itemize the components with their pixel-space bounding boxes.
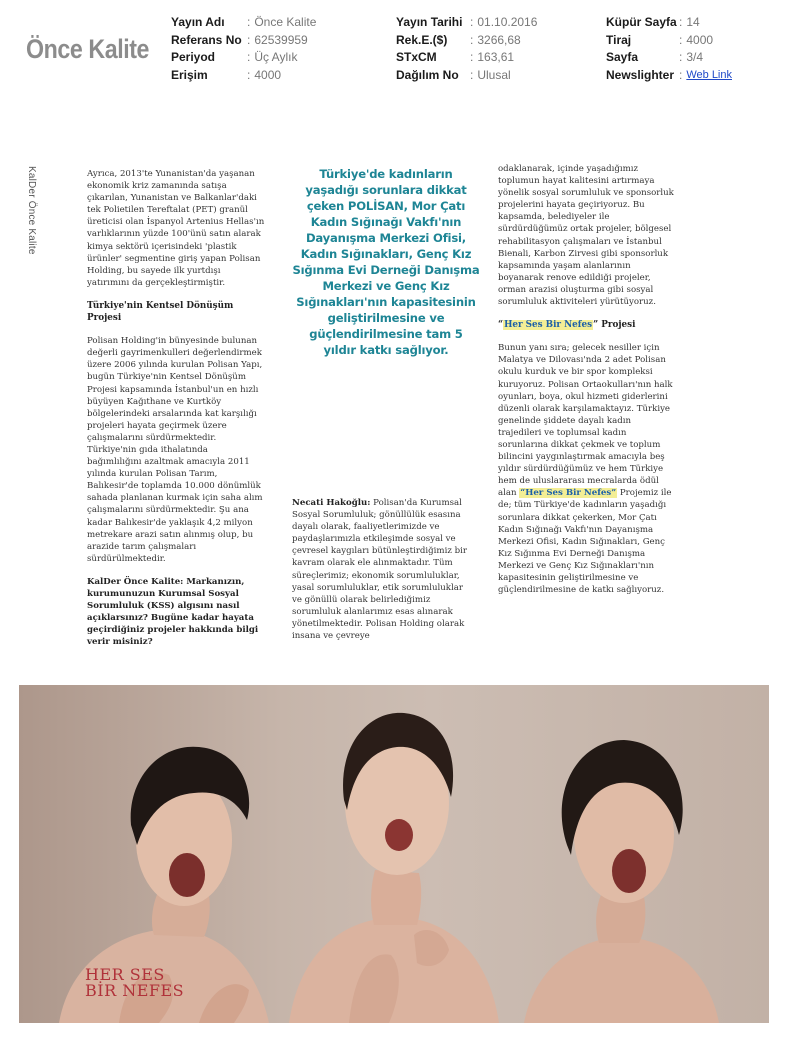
source-vertical-label: KalDer Önce Kalite: [26, 166, 37, 255]
interview-question: KalDer Önce Kalite: Markanızın, kurumunuzun Kurumsal Sosyal Sorumluluk (KSS) algısını nasıl açıklarsınız? Bugüne kadar hayata geçirdiğiniz projeler hakkında bilgi verir misiniz?: [87, 576, 259, 648]
meta-row-reach: Erişim : 4000: [171, 67, 282, 82]
meta-row-date: Yayın Tarihi : 01.10.2016: [396, 15, 538, 29]
answer-text: Polisan'da Kurumsal Sosyal Sorumluluk; gönüllülük esasına dayalı olarak, faaliyetlerimizde ve paydaşlarımızla etkileşimde sosyal ve çevresel kaygıları bütünleştirdiğimiz bir kavram olarak ele alınmaktadır. Tüm süreçlerimiz; ekonomik sorumluluklar, yasal sorumluluklar, etik sorumluluklar ve gönüllü olarak belirlediğimiz sorumluluk alanlarımız esas alınarak yönetilmektedir. Polisan Holding olarak insana ve çevreye: [292, 498, 467, 642]
paragraph: Ayrıca, 2013'te Yunanistan'da yaşanan ekonomik kriz zamanında satışa çıkarılan, Yunanistan ve Balkanlar'daki tek Polietilen Tereftalat (PET) granül üreticisi olan İspanyol Artenius Hellas'ın varlıklarının yüzde 100'ünü satın alarak kimya sektörü içerisindeki 'plastik ürünler' segmentine giriş yapan Polisan Holding, bu sayede ilk yurtdışı yatırımını da gerçekleştirmiştir.: [87, 169, 265, 288]
meta-column-3: [606, 14, 732, 84]
woman-right-figure: [524, 740, 719, 1023]
meta-row-stxcm: STxCM : 163,61: [396, 50, 515, 64]
meta-row-page: Sayfa : 3/4: [606, 50, 704, 64]
section-heading: “Her Ses Bir Nefes” Projesi: [498, 320, 636, 331]
meta-column-2: [396, 14, 537, 84]
paragraph: odaklanarak, içinde yaşadığımız toplumun hayat kalitesini artırmaya yönelik sosyal sorumluluk ve sponsorluk projelerini hayata geçiriyoruz. Bu kapsamda, belediyeler ile sürdürdüğümüz ortak projeler, bölgesel rehabilitasyon çalışmaları ve İstanbul Bienali, Karbon Zirvesi gibi sponsorluk kapsamında yaşam alanlarının boyanarak renove edildiği projeler, orman arazisi oluşturma gibi sosyal sorumluluk aktiviteleri yürütüyoruz.: [498, 164, 674, 308]
highlighted-project-name: Her Ses Bir Nefes: [504, 320, 593, 331]
woman-center-figure: [289, 713, 499, 1023]
paragraph: Bunun yanı sıra; gelecek nesiller için Malatya ve Dilovası'nda 2 adet Polisan okulu kurduk ve bir spor kompleksi kuruyoruz. Polisan Ortaokulları'nın halk oyunları, boya, okul hizmeti giderlerini düzenli olarak karşılamaktayız. Türkiye genelinde şiddete dayalı kadın trajedileri ve toplumsal kadın sorunlarına dikkat çekmek ve toplum bilincini yaygınlaştırmak amacıyla beş yıldır sürdürdüğümüz ve hem Türkiye hem de uluslararası mecralarda ödül alan “Her Ses Bir Nefes” Projemiz ile de; tüm Türkiye'de kadınların yaşadığı sorunlara dikkat çekerken, Mor Çatı Kadın Sığınağı Vakfı'nın Dayanışma Merkezi Ofisi, Kadın Sığınakları, Genç Kız Sığınma Evi Derneği Danışma Merkezi ve Genç Kız Sığınakları'nın kapasitesinin geliştirilmesine ve güçlendirilmesine de katkı sağlıyoruz.: [498, 343, 673, 596]
campaign-photo: [19, 685, 769, 1023]
publication-logo: Önce Kalite: [26, 34, 150, 64]
meta-row-period: Periyod : Üç Aylık: [171, 50, 298, 64]
highlighted-project-name: “Her Ses Bir Nefes”: [520, 488, 617, 499]
meta-row-publication: Yayın Adı : Önce Kalite: [171, 15, 317, 29]
article-column-1: [87, 168, 265, 659]
her-ses-bir-nefes-logo: HER SES BİR NEFES: [85, 965, 185, 1000]
speaker-name: Necati Hakoğlu:: [292, 498, 371, 508]
meta-row-distribution: Dağılım No : Ulusal: [396, 67, 511, 82]
answer-paragraph: [292, 497, 472, 642]
paragraph: Polisan Holding'in bünyesinde bulunan değerli gayrimenkulleri değerlendirmek üzere 2006 yılında kurulan Polisan Yapı, bugün Türkiye'nin Kentsel Dönüşüm Projesi kapsamında İstanbul'un en hızlı büyüyen Kağıthane ve Kurtköy bölgelerindeki arsalarında kat karşılığı projeleri hayata geçirmek üzere çalışmalarını sürdürmektedir. Türkiye'nin gıda ithalatında bağımlılığını azaltmak amacıyla 2011 yılında kurulan Polisan Tarım, Balıkesir'de toplamda 10.000 dönümlük sahada planlanan kurmak için saha alım çalışmalarını sürdürmektedir. Şu ana kadar Balıkesir'de yaklaşık 4,2 milyon metrekare arazi satın alınmış olup, bu arazide tarım çalışmaları sürdürülmektedir.: [87, 336, 263, 564]
meta-row-newslighter: Newslighter : Web Link: [606, 67, 732, 85]
clipping-header: [0, 0, 786, 90]
meta-row-reference: Referans No : 62539959: [171, 32, 308, 47]
meta-column-1: [171, 14, 316, 84]
meta-row-circulation: Tiraj : 4000: [606, 32, 714, 47]
web-link[interactable]: Web Link: [686, 68, 732, 81]
meta-row-ad-value: Rek.E.($) : 3266,68: [396, 32, 521, 47]
pull-quote: Türkiye'de kadınların yaşadığı sorunlara dikkat çeken POLİSAN, Mor Çatı Kadın Sığınağı Vakfı'nın Dayanışma Merkezi Ofisi, Kadın Sığınakları, Genç Kız Sığınma Evi Derneği Danışma Merkezi ve Genç Kız Sığınakları'nın kapasitesinin geliştirilmesine ve güçlendirilmesine tam 5 yıldır katkı sağlıyor.: [292, 167, 480, 357]
article-column-2: [292, 497, 472, 653]
meta-row-clip-page: Küpür Sayfa : 14: [606, 15, 700, 29]
section-heading: Türkiye'nin Kentsel Dönüşüm Projesi: [87, 300, 234, 324]
article-column-3: [498, 163, 676, 607]
